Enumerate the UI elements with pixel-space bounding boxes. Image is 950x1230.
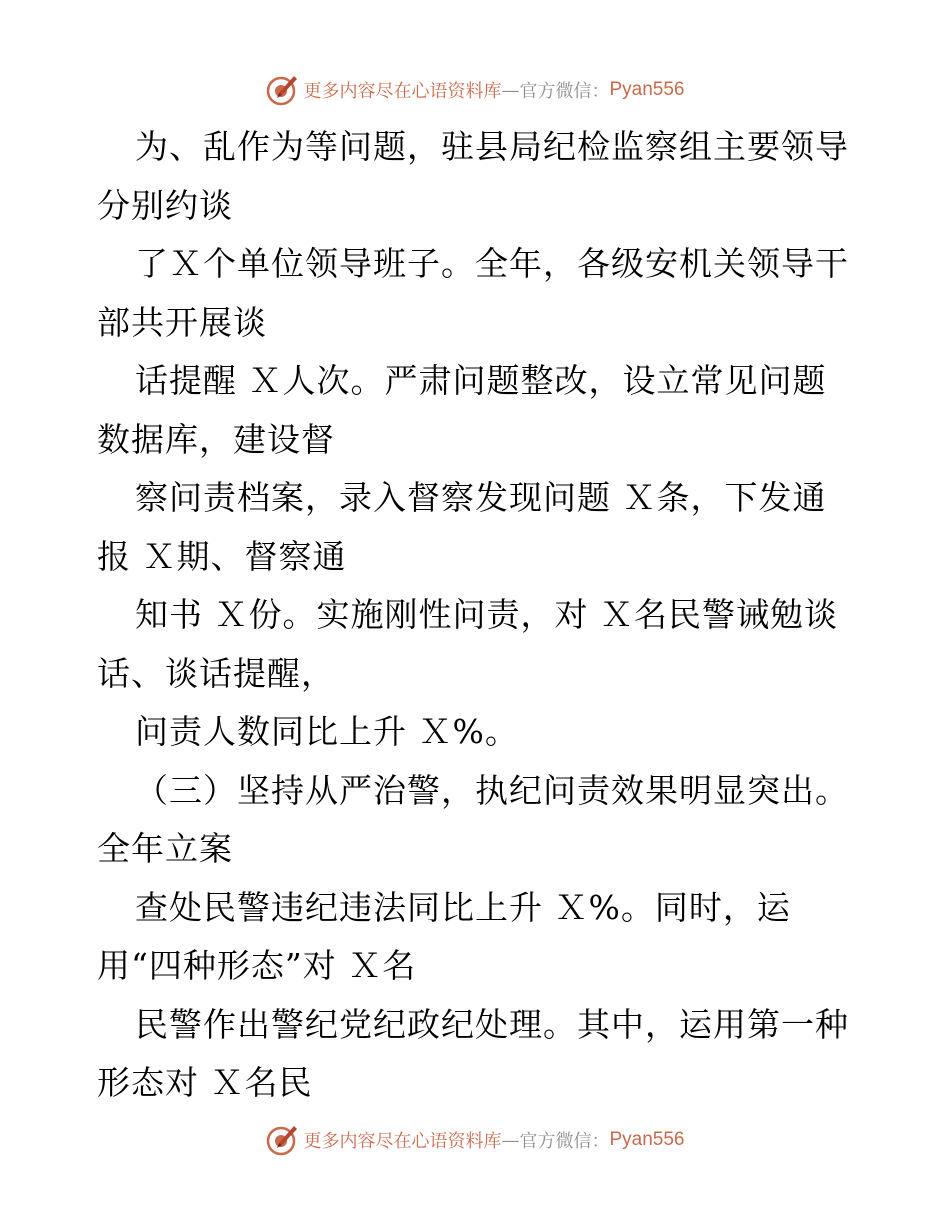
paragraph-line: 全年立案 bbox=[97, 829, 233, 868]
watermark-account: Pyan556 bbox=[609, 1129, 685, 1150]
watermark-official-text: 官方微信： bbox=[519, 1131, 610, 1152]
paragraph-line: 部共开展谈 bbox=[97, 302, 267, 342]
paragraph-line: 话、谈话提醒， bbox=[97, 653, 335, 693]
paragraph-line: 报 Ｘ期、督察通 bbox=[97, 536, 347, 576]
watermark-banner-top bbox=[0, 70, 950, 110]
paragraph-line: 数据库，建设督 bbox=[97, 419, 335, 459]
paragraph-line: 分别约谈 bbox=[97, 185, 233, 225]
watermark-separator: — bbox=[501, 79, 520, 101]
watermark-separator: — bbox=[501, 1129, 520, 1151]
paragraph-line: 问责人数同比上升 Ｘ%。 bbox=[135, 712, 519, 751]
watermark-brand-text: 更多内容尽在心语资料库 bbox=[303, 81, 502, 102]
paragraph-line: 话提醒 Ｘ人次。严肃问题整改，设立常见问题 bbox=[135, 361, 827, 400]
watermark-banner-bottom bbox=[0, 1120, 950, 1160]
paragraph-line: 民警作出警纪党纪政纪处理。其中，运用第一种 bbox=[135, 1004, 849, 1044]
paragraph-line: 察问责档案，录入督察发现问题 Ｘ条，下发通 bbox=[135, 478, 827, 517]
document-body bbox=[97, 118, 877, 1113]
watermark-account: Pyan556 bbox=[609, 79, 685, 100]
pen-logo-icon bbox=[265, 73, 299, 107]
watermark-official-text: 官方微信： bbox=[519, 81, 610, 102]
section-heading-line: （三）坚持从严治警，执纪问责效果明显突出。 bbox=[135, 770, 849, 810]
pen-logo-icon bbox=[265, 1123, 299, 1157]
paragraph-line: 知书 Ｘ份。实施刚性问责，对 Ｘ名民警诫勉谈 bbox=[135, 595, 838, 634]
paragraph-line: 用“四种形态”对 Ｘ名 bbox=[97, 946, 417, 985]
paragraph-line: 为、乱作为等问题，驻县局纪检监察组主要领导 bbox=[135, 127, 849, 166]
paragraph-line: 形态对 Ｘ名民 bbox=[97, 1063, 313, 1102]
paragraph-line: 查处民警违纪违法同比上升 Ｘ%。同时，运 bbox=[135, 887, 791, 927]
paragraph-line: 了Ｘ个单位领导班子。全年，各级安机关领导干 bbox=[135, 244, 849, 283]
watermark-brand-text: 更多内容尽在心语资料库 bbox=[303, 1131, 502, 1152]
